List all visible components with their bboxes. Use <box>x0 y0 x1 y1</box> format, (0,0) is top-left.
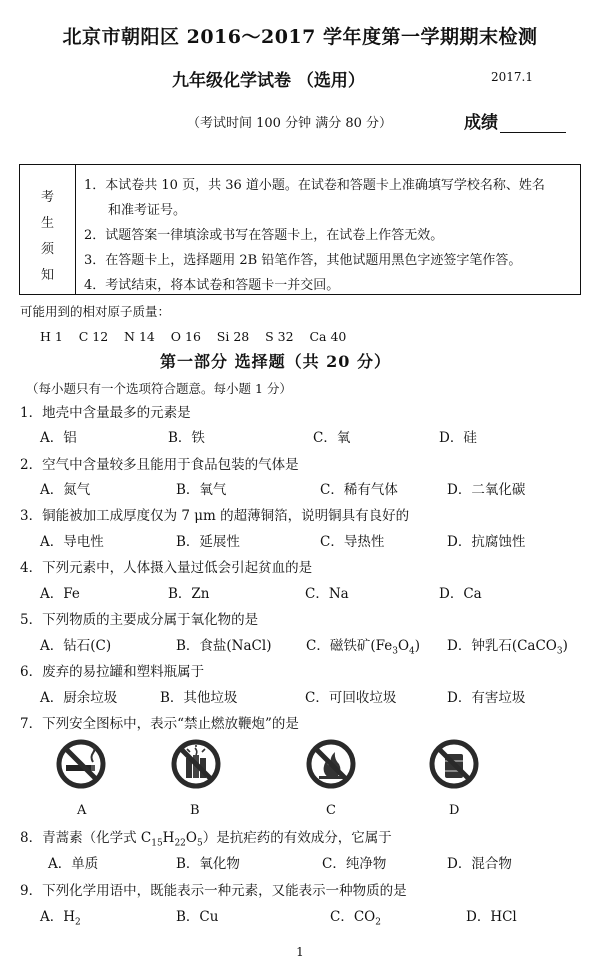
question-6-option-a[interactable]: A．厨余垃圾 <box>40 690 118 706</box>
formula-text: ) <box>414 638 421 654</box>
notice-heading-char: 须 <box>40 242 54 257</box>
question-4-option-a[interactable]: A．Fe <box>40 586 80 602</box>
question-6-option-d[interactable]: D．有害垃圾 <box>447 690 526 706</box>
question-8-option-b[interactable]: B．氧化物 <box>176 856 240 872</box>
formula-subscript: 3 <box>556 646 563 657</box>
question-9-option-b[interactable]: B．Cu <box>176 909 219 925</box>
question-7-option-b[interactable]: B <box>190 803 200 818</box>
formula-subscript: 4 <box>409 646 415 657</box>
question-7-option-d[interactable]: D <box>449 803 460 818</box>
score-field <box>464 108 566 133</box>
question-8-option-a[interactable]: A．单质 <box>48 856 99 872</box>
atomic-mass-label: 可能用到的相对原子质量： <box>20 304 171 319</box>
formula-text: O <box>397 638 410 654</box>
question-2-stem: 2．空气中含量较多且能用于食品包装的气体是 <box>20 457 299 473</box>
notice-heading-char: 考 <box>40 190 54 205</box>
question-3-option-d[interactable]: D．抗腐蚀性 <box>447 534 526 550</box>
formula-text: C．磁铁矿(Fe <box>306 638 393 654</box>
exam-info: （考试时间 100 分钟 满分 80 分） <box>187 116 393 131</box>
question-2-option-b[interactable]: B．氧气 <box>176 482 227 498</box>
question-5-option-b[interactable]: B．食盐(NaCl) <box>176 638 272 654</box>
question-9-option-d[interactable]: D．HCl <box>466 909 517 925</box>
question-1-option-c[interactable]: C．氧 <box>313 430 351 446</box>
question-8-stem <box>20 826 392 849</box>
question-4-option-d[interactable]: D．Ca <box>439 586 482 602</box>
question-2-option-a[interactable]: A．氮气 <box>40 482 91 498</box>
notice-item: 1．本试卷共 10 页，共 36 道小题。在试卷和答题卡上准确填写学校名称、姓名 <box>84 178 545 193</box>
score-blank[interactable] <box>500 116 566 133</box>
formula-text: O <box>185 830 197 846</box>
no-flammable-materials-sign-icon[interactable] <box>428 738 480 790</box>
atomic-mass-values: H 1 C 12 N 14 O 16 Si 28 S 32 Ca 40 <box>40 329 347 344</box>
notice-item: 2．试题答案一律填涂或书写在答题卡上，在试卷上作答无效。 <box>84 228 444 243</box>
question-6-option-c[interactable]: C．可回收垃圾 <box>305 690 397 706</box>
question-9-option-c[interactable] <box>330 905 381 928</box>
question-1-stem: 1．地壳中含量最多的元素是 <box>20 405 191 421</box>
score-label: 成绩 <box>464 113 498 133</box>
formula-subscript: 5 <box>196 838 203 849</box>
no-open-flame-sign-icon[interactable] <box>305 738 357 790</box>
question-1-option-b[interactable]: B．铁 <box>168 430 205 446</box>
formula-subscript: 2 <box>375 917 381 928</box>
formula-subscript: 15 <box>151 838 163 849</box>
notice-heading-char: 知 <box>40 268 54 283</box>
notice-heading <box>20 165 76 294</box>
notice-item: 4．考试结束，将本试卷和答题卡一并交回。 <box>84 278 340 293</box>
question-2-option-d[interactable]: D．二氧化碳 <box>447 482 526 498</box>
question-5-stem: 5．下列物质的主要成分属于氧化物的是 <box>20 612 259 628</box>
section-note: （每小题只有一个选项符合题意。每小题 1 分） <box>26 381 292 396</box>
question-7-stem: 7．下列安全图标中，表示“禁止燃放鞭炮”的是 <box>20 716 299 732</box>
section-title: 第一部分 选择题（共 20 分） <box>160 352 391 371</box>
question-5-option-a[interactable]: A．钻石(C) <box>40 638 112 654</box>
question-7-option-a[interactable]: A <box>77 803 87 818</box>
exam-title: 北京市朝阳区 2016～2017 学年度第一学期期末检测 <box>62 26 538 48</box>
no-firecrackers-sign-icon[interactable] <box>170 738 222 790</box>
formula-text: C．CO <box>330 909 376 925</box>
no-smoking-sign-icon[interactable] <box>55 738 107 790</box>
notice-item: 3．在答题卡上，选择题用 2B 铅笔作答，其他试题用黑色字迹签字笔作答。 <box>84 253 522 268</box>
question-6-stem: 6．废弃的易拉罐和塑料瓶属于 <box>20 664 205 680</box>
formula-text: 8．青蒿素（化学式 C <box>20 830 152 846</box>
question-3-option-a[interactable]: A．导电性 <box>40 534 104 550</box>
question-4-stem: 4．下列元素中，人体摄入量过低会引起贫血的是 <box>20 560 313 576</box>
notice-box <box>19 164 581 295</box>
formula-subscript: 3 <box>392 646 398 657</box>
question-1-option-a[interactable]: A．铝 <box>40 430 77 446</box>
question-3-option-c[interactable]: C．导热性 <box>320 534 385 550</box>
formula-text: H <box>162 830 175 846</box>
formula-subscript: 22 <box>174 838 186 849</box>
question-6-option-b[interactable]: B．其他垃圾 <box>160 690 238 706</box>
exam-date: 2017.1 <box>491 70 533 84</box>
formula-text: ) <box>562 638 568 654</box>
question-2-option-c[interactable]: C．稀有气体 <box>320 482 398 498</box>
notice-item: 和准考证号。 <box>108 203 187 218</box>
question-4-option-c[interactable]: C．Na <box>305 586 349 602</box>
question-9-stem: 9．下列化学用语中，既能表示一种元素，又能表示一种物质的是 <box>20 883 407 899</box>
question-7-option-c[interactable]: C <box>326 803 336 818</box>
question-5-option-d[interactable] <box>447 634 568 657</box>
question-8-option-c[interactable]: C．纯净物 <box>322 856 387 872</box>
question-8-option-d[interactable]: D．混合物 <box>447 856 512 872</box>
page-number: 1 <box>296 945 304 959</box>
question-3-stem: 3．铜能被加工成厚度仅为 7 μm 的超薄铜箔，说明铜具有良好的 <box>20 508 410 524</box>
notice-heading-char: 生 <box>40 216 54 231</box>
formula-text: D．钟乳石(CaCO <box>447 638 557 654</box>
question-5-option-c[interactable] <box>306 634 420 657</box>
question-4-option-b[interactable]: B．Zn <box>168 586 210 602</box>
formula-text: A．H <box>40 909 76 925</box>
question-9-option-a[interactable] <box>40 905 81 928</box>
question-1-option-d[interactable]: D．硅 <box>439 430 477 446</box>
exam-subtitle: 九年级化学试卷 （选用） <box>172 71 365 91</box>
formula-subscript: 2 <box>75 917 81 928</box>
question-3-option-b[interactable]: B．延展性 <box>176 534 240 550</box>
formula-text: ）是抗疟药的有效成分，它属于 <box>202 830 392 846</box>
